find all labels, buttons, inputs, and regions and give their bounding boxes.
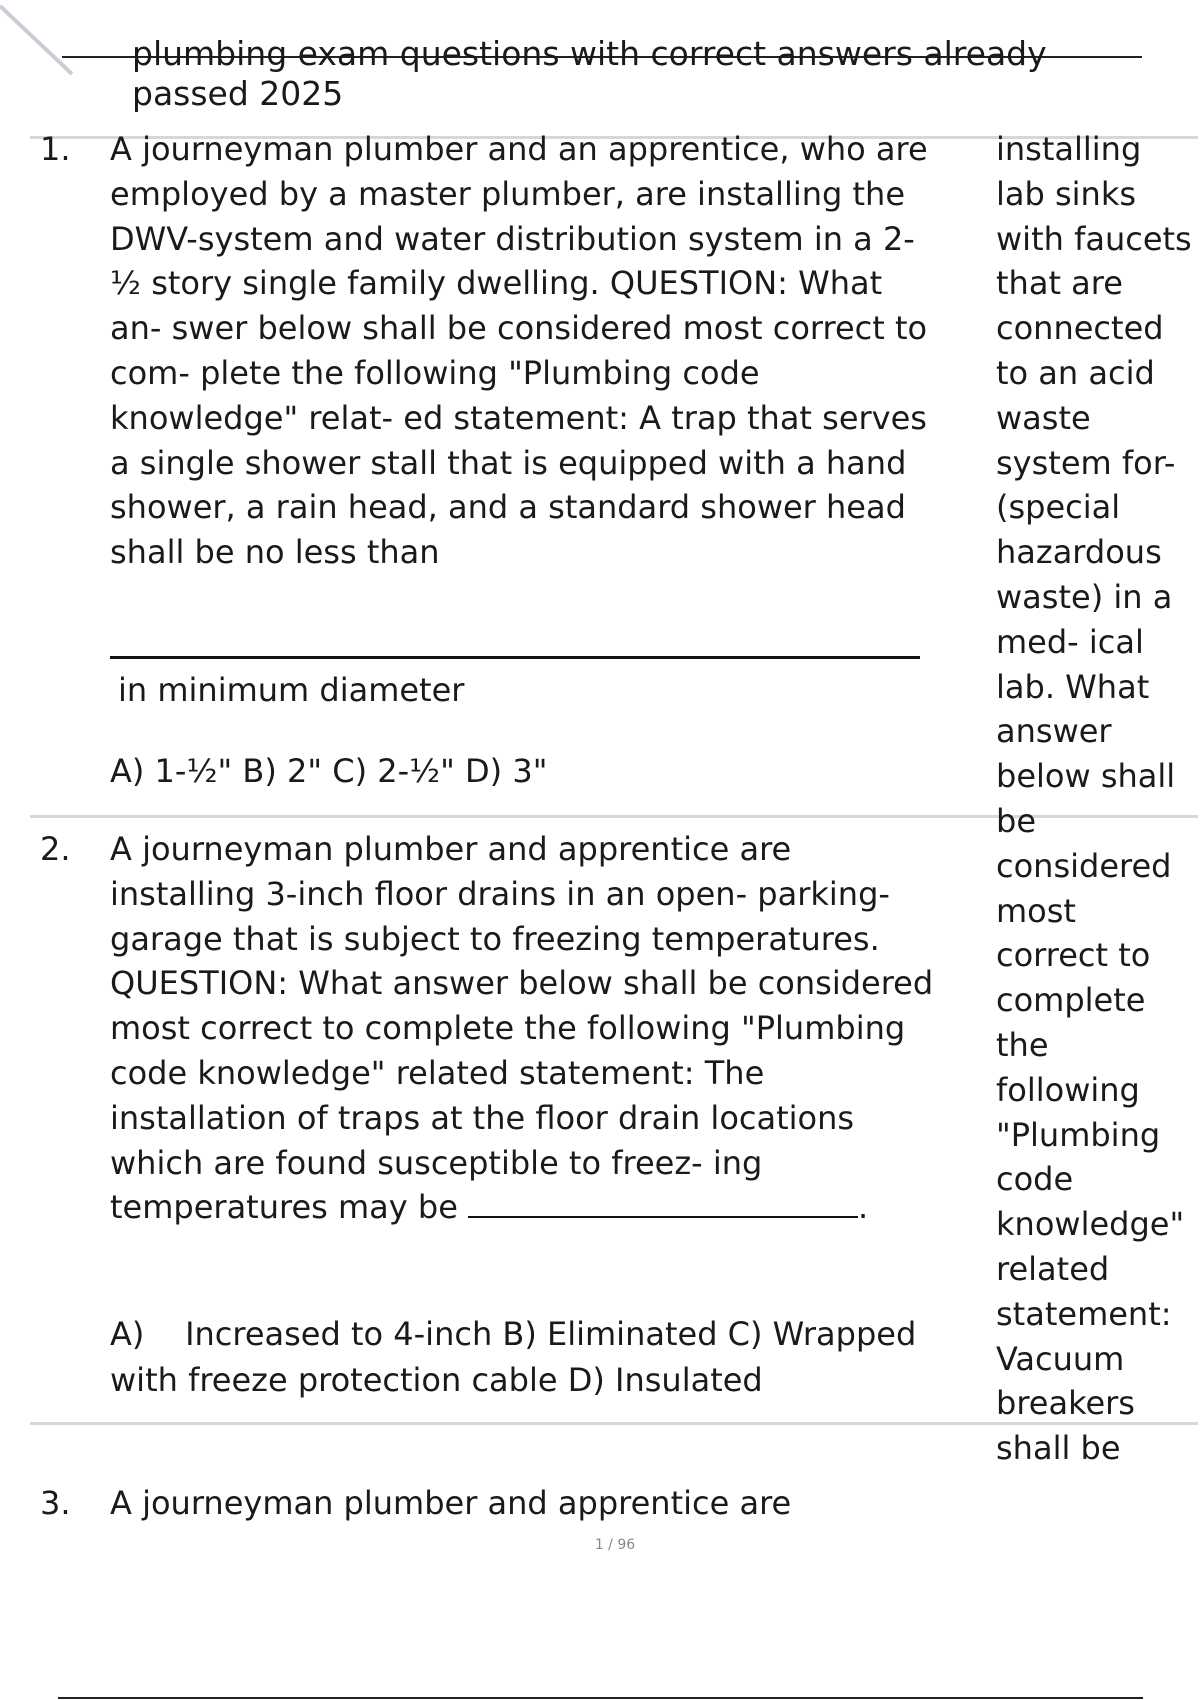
question-2-text: [110, 827, 935, 1230]
question-1-options: A) 1-½" B) 2" C) 2-½" D) 3": [110, 752, 548, 790]
question-3-number: 3.: [40, 1484, 71, 1522]
question-2-answer-blank: [468, 1216, 858, 1218]
question-2-number: 2.: [40, 830, 71, 868]
question-1-text: A journeyman plumber and an apprentice, who are employed by a master plumber, are installing the DWV-system and water distribution system in a 2-½ story single family dwelling. QUESTION: What an- swer below shall be considered most correct to com- plete the following "Plumbing code knowledge" relat- ed statement: A trap that serves a single shower stall that is equipped with a hand shower, a rain head, and a standard shower head shall be no less than: [110, 130, 928, 572]
question-1-continuation: in minimum diameter: [118, 671, 465, 709]
page-number: 1 / 96: [594, 1537, 636, 1553]
question-2-trailing: .: [858, 1188, 869, 1227]
question-3-text: A journeyman plumber and apprentice are: [110, 1484, 792, 1522]
side-column-text: installing lab sinks with faucets that are connected to an acid waste system for- (special hazardous waste) in a med- ical lab. What answer below shall be considered most correct to complete the following "Plumbing code knowledge" related statement: Vacuum breakers shall be: [996, 130, 1192, 1468]
question-1-answer-blank: [110, 656, 920, 659]
question-1-number: 1.: [40, 130, 71, 168]
page-corner-fold-mark: [0, 0, 80, 80]
question-2-text-body: A journeyman plumber and apprentice are installing 3-inch floor drains in an open- parking-garage that is subject to freezing temperatures. QUESTION: What answer below shall be considered most correct to complete the following "Plumbing code knowledge" related statement: The installation of traps at the floor drain locations which are found susceptible to freez- ing temperatures may be: [110, 830, 934, 1227]
footer-rule: [58, 1697, 1143, 1699]
question-2-options: A) Increased to 4-inch B) Eliminated C) Wrapped with freeze protection cable D) Insulated: [110, 1315, 917, 1399]
document-title: plumbing exam questions with correct answers already passed 2025: [132, 34, 1047, 113]
